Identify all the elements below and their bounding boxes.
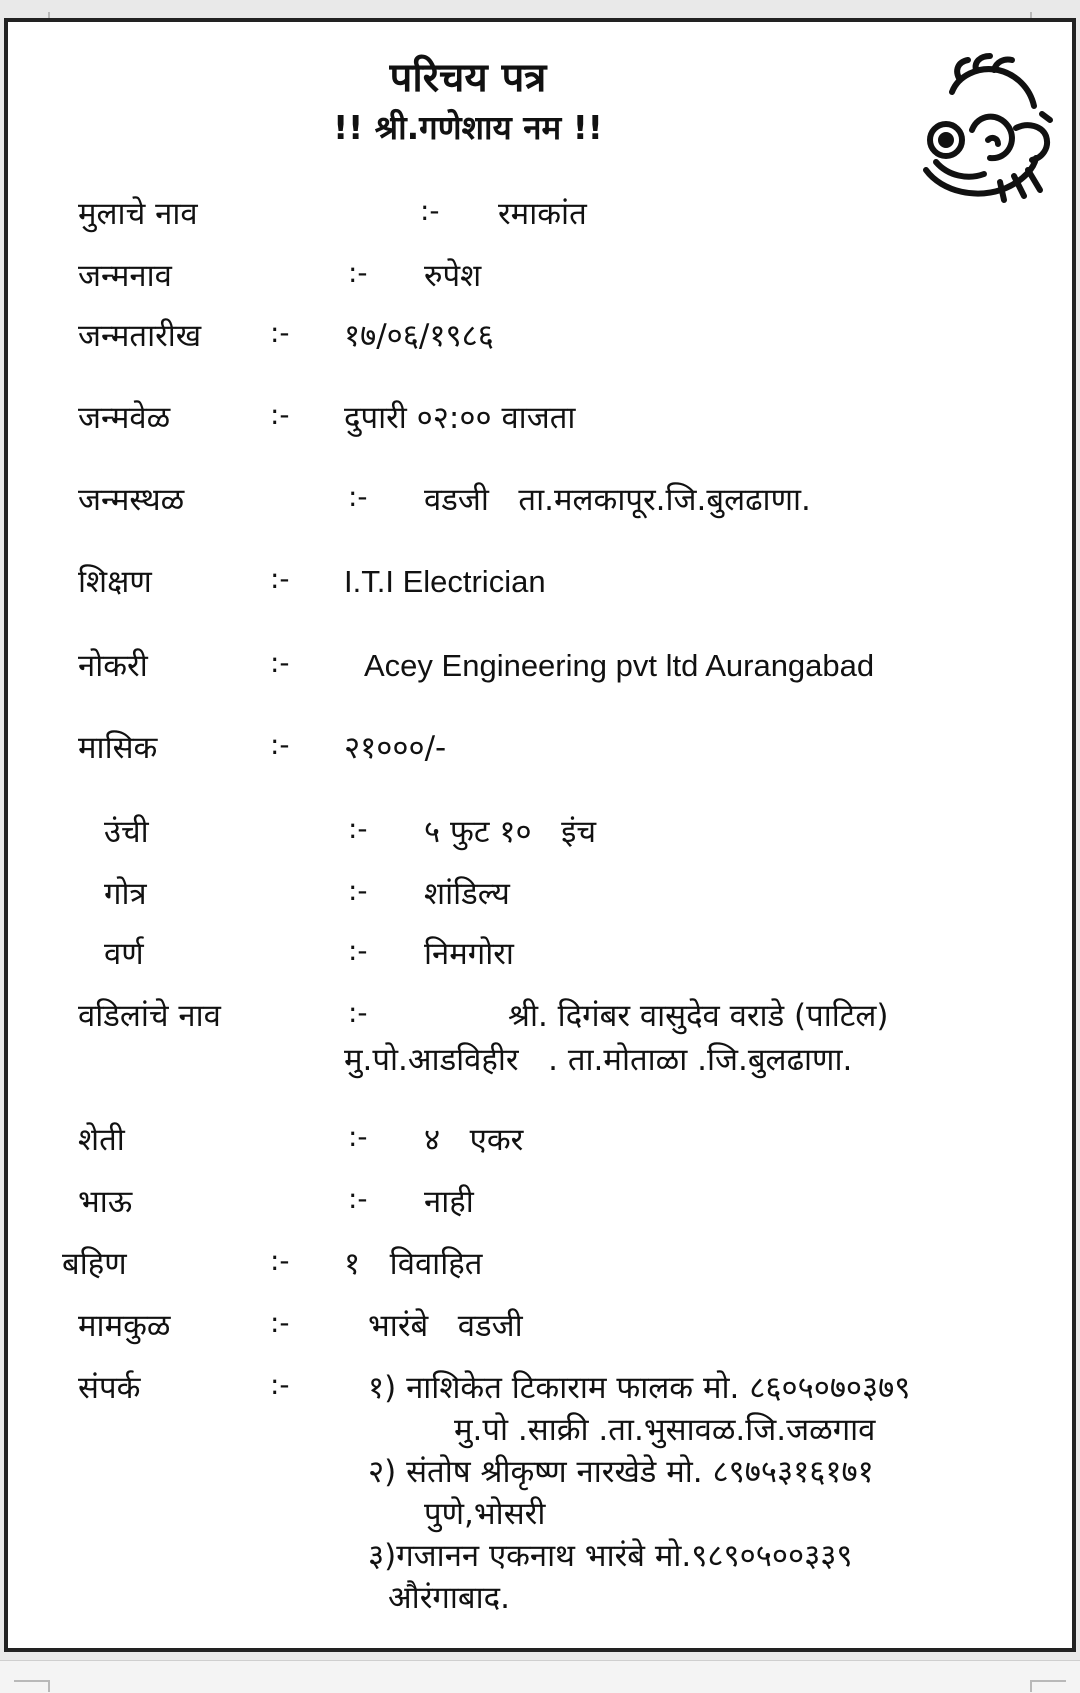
separator: :- <box>270 1244 290 1277</box>
field-label-birth-name: जन्मनाव <box>78 258 172 294</box>
separator: :- <box>270 316 290 349</box>
field-value-father-line2: मु.पो.आडविहीर . ता.मोताळा .जि.बुलढाणा. <box>344 1042 853 1078</box>
document-title: परिचय पत्र <box>389 55 547 101</box>
separator: :- <box>348 256 368 289</box>
separator: :- <box>270 728 290 761</box>
contact-line-5: ३)गजानन एकनाथ भारंबे मो.९८९०५००३३९ <box>368 1538 853 1574</box>
separator: :- <box>348 934 368 967</box>
next-page-edge <box>0 1660 1080 1693</box>
field-label-gotra: गोत्र <box>104 876 147 912</box>
field-label-birth-time: जन्मवेळ <box>78 400 171 436</box>
field-value-brother: नाही <box>424 1184 474 1220</box>
crop-mark-bottom-right <box>1030 1680 1066 1692</box>
field-value-birth-date: १७/०६/१९८६ <box>344 318 494 354</box>
field-label-birth-place: जन्मस्थळ <box>78 482 185 518</box>
separator: :- <box>348 1182 368 1215</box>
field-value-name: रमाकांत <box>498 196 587 232</box>
field-value-gotra: शांडिल्य <box>424 876 510 912</box>
field-value-height: ५ फुट १० इंच <box>424 814 597 850</box>
field-value-birth-time: दुपारी ०२:०० वाजता <box>344 400 576 436</box>
field-value-complexion: निमगोरा <box>424 936 514 972</box>
separator: :- <box>270 562 290 595</box>
field-value-father-line1: श्री. दिगंबर वासुदेव वराडे (पाटिल) <box>508 998 889 1034</box>
document-subtitle: !! श्री.गणेशाय नम !! <box>333 108 603 147</box>
contact-line-6: औरंगाबाद. <box>388 1580 510 1616</box>
field-label-complexion: वर्ण <box>104 936 144 972</box>
field-label-maternal: मामकुळ <box>78 1308 171 1344</box>
separator: :- <box>348 812 368 845</box>
field-label-farm: शेती <box>78 1122 125 1158</box>
separator: :- <box>270 1306 290 1339</box>
separator: :- <box>348 480 368 513</box>
field-value-sister: १ विवाहित <box>344 1246 483 1282</box>
contact-line-1: १) नाशिकेत टिकाराम फालक मो. ८६०५०७०३७९ <box>368 1370 911 1406</box>
field-value-birth-name: रुपेश <box>424 258 482 294</box>
separator: :- <box>348 874 368 907</box>
separator: :- <box>348 1120 368 1153</box>
field-label-salary: मासिक <box>78 730 158 766</box>
separator: :- <box>420 194 440 227</box>
contact-line-2: मु.पो .साक्री .ता.भुसावळ.जि.जळगाव <box>454 1412 876 1448</box>
field-label-contact: संपर्क <box>78 1370 141 1406</box>
field-label-brother: भाऊ <box>78 1184 133 1220</box>
document-page <box>4 18 1076 1652</box>
field-label-name: मुलाचे नाव <box>78 196 198 232</box>
separator: :- <box>270 398 290 431</box>
field-label-father: वडिलांचे नाव <box>78 998 221 1034</box>
field-value-farm: ४ एकर <box>424 1122 524 1158</box>
field-value-salary: २१०००/- <box>344 730 447 766</box>
separator: :- <box>348 996 368 1029</box>
contact-line-4: पुणे,भोसरी <box>424 1496 546 1532</box>
field-label-birth-date: जन्मतारीख <box>78 318 202 354</box>
field-value-job: Acey Engineering pvt ltd Aurangabad <box>364 648 875 683</box>
contact-line-3: २) संतोष श्रीकृष्ण नारखेडे मो. ८९७५३१६१७१ <box>368 1454 874 1490</box>
field-value-education: I.T.I Electrician <box>344 564 546 599</box>
field-label-height: उंची <box>104 814 149 850</box>
separator: :- <box>270 646 290 679</box>
field-label-job: नोकरी <box>78 648 148 684</box>
ganesha-icon <box>896 40 1056 210</box>
crop-mark-bottom-left <box>14 1680 50 1692</box>
separator: :- <box>270 1368 290 1401</box>
field-label-education: शिक्षण <box>78 564 152 600</box>
field-value-maternal: भारंबे वडजी <box>368 1308 523 1344</box>
field-value-birth-place: वडजी ता.मलकापूर.जि.बुलढाणा. <box>424 482 811 518</box>
field-label-sister: बहिण <box>62 1246 127 1282</box>
